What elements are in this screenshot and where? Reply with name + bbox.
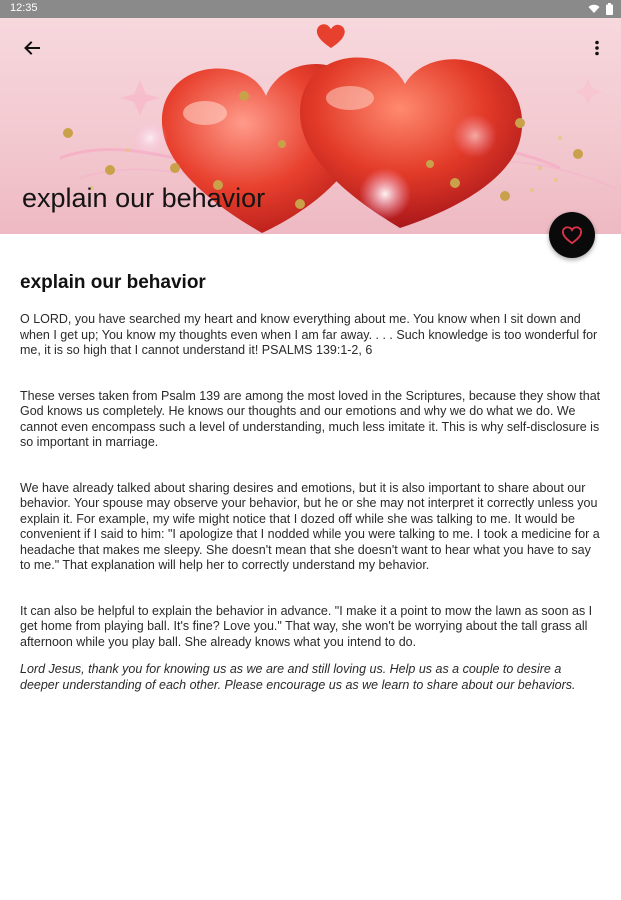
article-paragraph-3: We have already talked about sharing desires and emotions, but it is also important to share about our behavior. Your spouse may observe your behavior, but he or she may not interpret it correctly unless you explain it. For example, my wife might notice that I dozed off while she was talking to me. It would be convenient if I said to him: "I apologize that I nodded while you were talking to me. I took a medicine for a headache that makes me sleepy. She doesn't mean that she doesn't want to hear what you have to say to me." That explanation will help her to correctly understand my behavior. (20, 480, 600, 572)
status-bar (0, 0, 621, 18)
article-paragraph-4: It can also be helpful to explain the behavior in advance. "I make it a point to mow the lawn as soon as I get home from playing ball. It's fine? Love you." That way, she won't be worrying about the tall grass all afternoon while you play ball. She already knows what you intend to do. (20, 603, 593, 649)
status-time: 12:35 (10, 2, 38, 14)
article-paragraph-1: O LORD, you have searched my heart and know everything about me. You know when I sit down and when I get up; You know my thoughts even when I am far away. . . . Such knowledge is too wonderful for me, it is so high that I cannot understand it! PSALMS 139:1-2, 6 (20, 312, 598, 357)
more-vertical-icon (594, 40, 600, 56)
battery-icon (606, 3, 613, 15)
article-paragraph-2: These verses taken from Psalm 139 are among the most loved in the Scriptures, because they show that God knows us completely. He knows our thoughts and our emotions and why we do what we do. We cannot even encompass such a level of understanding, much less imitate it. This is why self-disclosure is so important in marriage. (20, 388, 601, 449)
article-title: explain our behavior (20, 272, 206, 293)
article-prayer: Lord Jesus, thank you for knowing us as we are and still loving us. Help us as a couple to desire a deeper understanding of each other. Please encourage us as we learn to share about our behaviors. (20, 662, 576, 692)
article-content (20, 272, 602, 693)
wifi-icon (588, 4, 600, 14)
arrow-left-icon (23, 39, 41, 57)
header-title: explain our behavior (22, 183, 266, 213)
back-button[interactable] (18, 34, 46, 62)
header-banner (0, 18, 621, 234)
heart-outline-icon (561, 225, 583, 245)
status-icons (588, 1, 613, 15)
favorite-button[interactable] (549, 212, 595, 258)
overflow-menu-button[interactable] (587, 34, 607, 62)
